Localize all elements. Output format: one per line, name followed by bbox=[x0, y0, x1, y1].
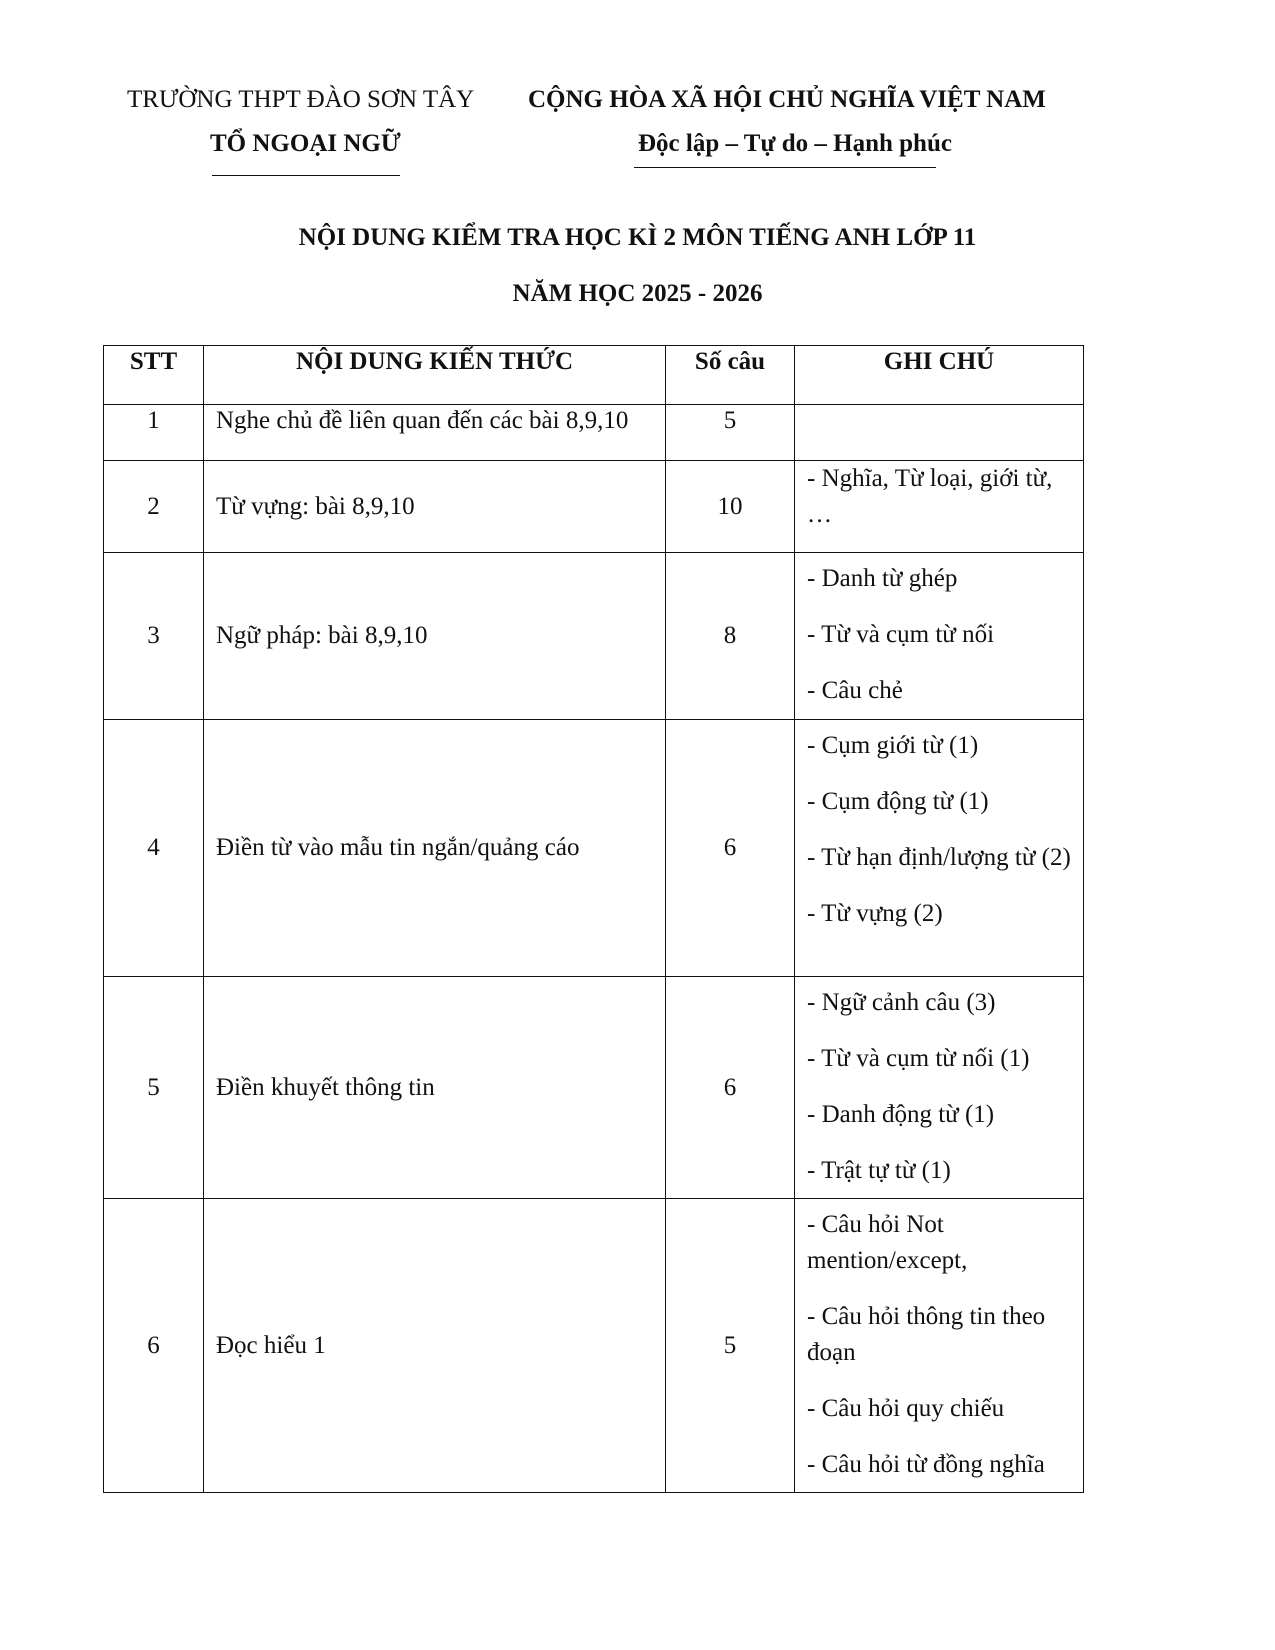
table-row bbox=[104, 461, 1084, 553]
row-question-count: 5 bbox=[666, 405, 795, 461]
note-item: - Trật tự từ (1) bbox=[807, 1157, 951, 1184]
row-notes bbox=[795, 1199, 1084, 1493]
note-item: - Nghĩa, Từ loại, giới từ, … bbox=[807, 465, 1053, 528]
row-number: 4 bbox=[104, 720, 204, 977]
row-number: 2 bbox=[104, 461, 204, 553]
row-number: 5 bbox=[104, 977, 204, 1199]
table-row bbox=[104, 405, 1084, 461]
note-item: - Từ hạn định/lượng từ (2) bbox=[807, 844, 1071, 871]
row-question-count: 5 bbox=[666, 1199, 795, 1493]
document-title: NỘI DUNG KIỂM TRA HỌC KÌ 2 MÔN TIẾNG ANH LỚP 11 bbox=[298, 224, 977, 251]
note-item: - Cụm giới từ (1) bbox=[807, 732, 979, 759]
note-item: - Danh từ ghép bbox=[807, 565, 958, 592]
column-header: Số câu bbox=[666, 346, 795, 405]
department-underline bbox=[212, 175, 400, 176]
row-content: Từ vựng: bài 8,9,10 bbox=[204, 461, 666, 553]
row-content: Điền khuyết thông tin bbox=[204, 977, 666, 1199]
country-name: CỘNG HÒA XÃ HỘI CHỦ NGHĨA VIỆT NAM bbox=[528, 86, 1046, 113]
column-header: NỘI DUNG KIẾN THỨC bbox=[204, 346, 666, 405]
row-notes bbox=[795, 461, 1084, 553]
note-item: - Câu chẻ bbox=[807, 677, 903, 704]
table-row bbox=[104, 1199, 1084, 1493]
note-item: - Từ và cụm từ nối bbox=[807, 621, 995, 648]
row-question-count: 6 bbox=[666, 720, 795, 977]
row-notes bbox=[795, 553, 1084, 720]
table-row bbox=[104, 977, 1084, 1199]
note-item: - Danh động từ (1) bbox=[807, 1101, 995, 1128]
row-content: Ngữ pháp: bài 8,9,10 bbox=[204, 553, 666, 720]
motto: Độc lập – Tự do – Hạnh phúc bbox=[638, 130, 952, 157]
note-item: - Cụm động từ (1) bbox=[807, 788, 989, 815]
row-question-count: 6 bbox=[666, 977, 795, 1199]
row-content: Nghe chủ đề liên quan đến các bài 8,9,10 bbox=[204, 405, 666, 461]
row-number: 6 bbox=[104, 1199, 204, 1493]
table-header-row bbox=[104, 346, 1084, 405]
table-row bbox=[104, 553, 1084, 720]
note-item: - Câu hỏi quy chiếu bbox=[807, 1395, 1005, 1422]
row-content: Điền từ vào mẫu tin ngắn/quảng cáo bbox=[204, 720, 666, 977]
note-item: - Câu hỏi Not mention/except, bbox=[807, 1211, 968, 1274]
column-header: GHI CHÚ bbox=[795, 346, 1084, 405]
department-name: TỔ NGOẠI NGỮ bbox=[210, 130, 401, 157]
note-item: - Câu hỏi từ đồng nghĩa bbox=[807, 1451, 1045, 1478]
motto-underline bbox=[634, 167, 936, 168]
row-question-count: 10 bbox=[666, 461, 795, 553]
row-question-count: 8 bbox=[666, 553, 795, 720]
exam-content-table bbox=[103, 345, 1084, 1493]
row-number: 1 bbox=[104, 405, 204, 461]
school-name: TRƯỜNG THPT ĐÀO SƠN TÂY bbox=[127, 86, 475, 113]
school-year: NĂM HỌC 2025 - 2026 bbox=[512, 280, 763, 307]
row-notes bbox=[795, 977, 1084, 1199]
note-item: - Từ vựng (2) bbox=[807, 900, 943, 927]
row-notes bbox=[795, 405, 1084, 461]
row-content: Đọc hiểu 1 bbox=[204, 1199, 666, 1493]
table-row bbox=[104, 720, 1084, 977]
note-item: - Ngữ cảnh câu (3) bbox=[807, 989, 996, 1016]
row-notes bbox=[795, 720, 1084, 977]
note-item: - Từ và cụm từ nối (1) bbox=[807, 1045, 1030, 1072]
row-number: 3 bbox=[104, 553, 204, 720]
note-item: - Câu hỏi thông tin theo đoạn bbox=[807, 1303, 1046, 1366]
column-header: STT bbox=[104, 346, 204, 405]
